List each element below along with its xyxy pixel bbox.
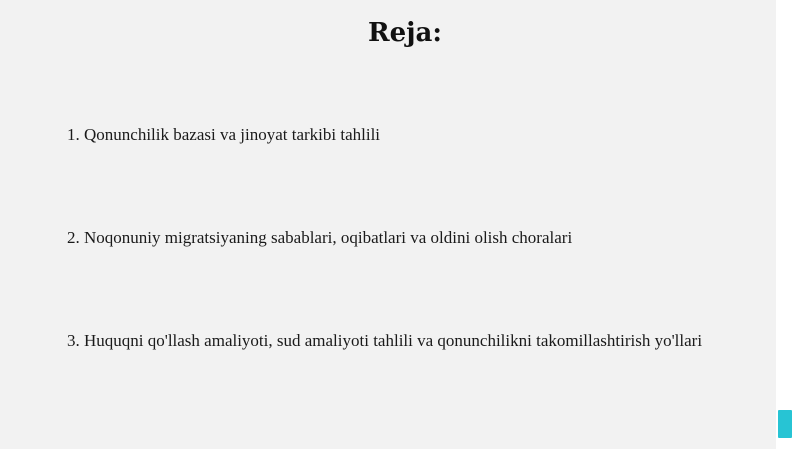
- plan-item-2: 2. Noqonuniy migratsiyaning sabablari, oqibatlari va oldini olish choralari: [67, 228, 573, 247]
- scrollbar-track[interactable]: [776, 0, 800, 449]
- scrollbar-thumb[interactable]: [778, 410, 792, 438]
- plan-item-1: 1. Qonunchilik bazasi va jinoyat tarkibi tahlili: [67, 125, 381, 144]
- plan-item-3: 3. Huquqni qo'llash amaliyoti, sud amaliyoti tahlili va qonunchilikni takomillashtirish yo'llari: [67, 331, 703, 350]
- slide-title: Reja:: [367, 18, 442, 48]
